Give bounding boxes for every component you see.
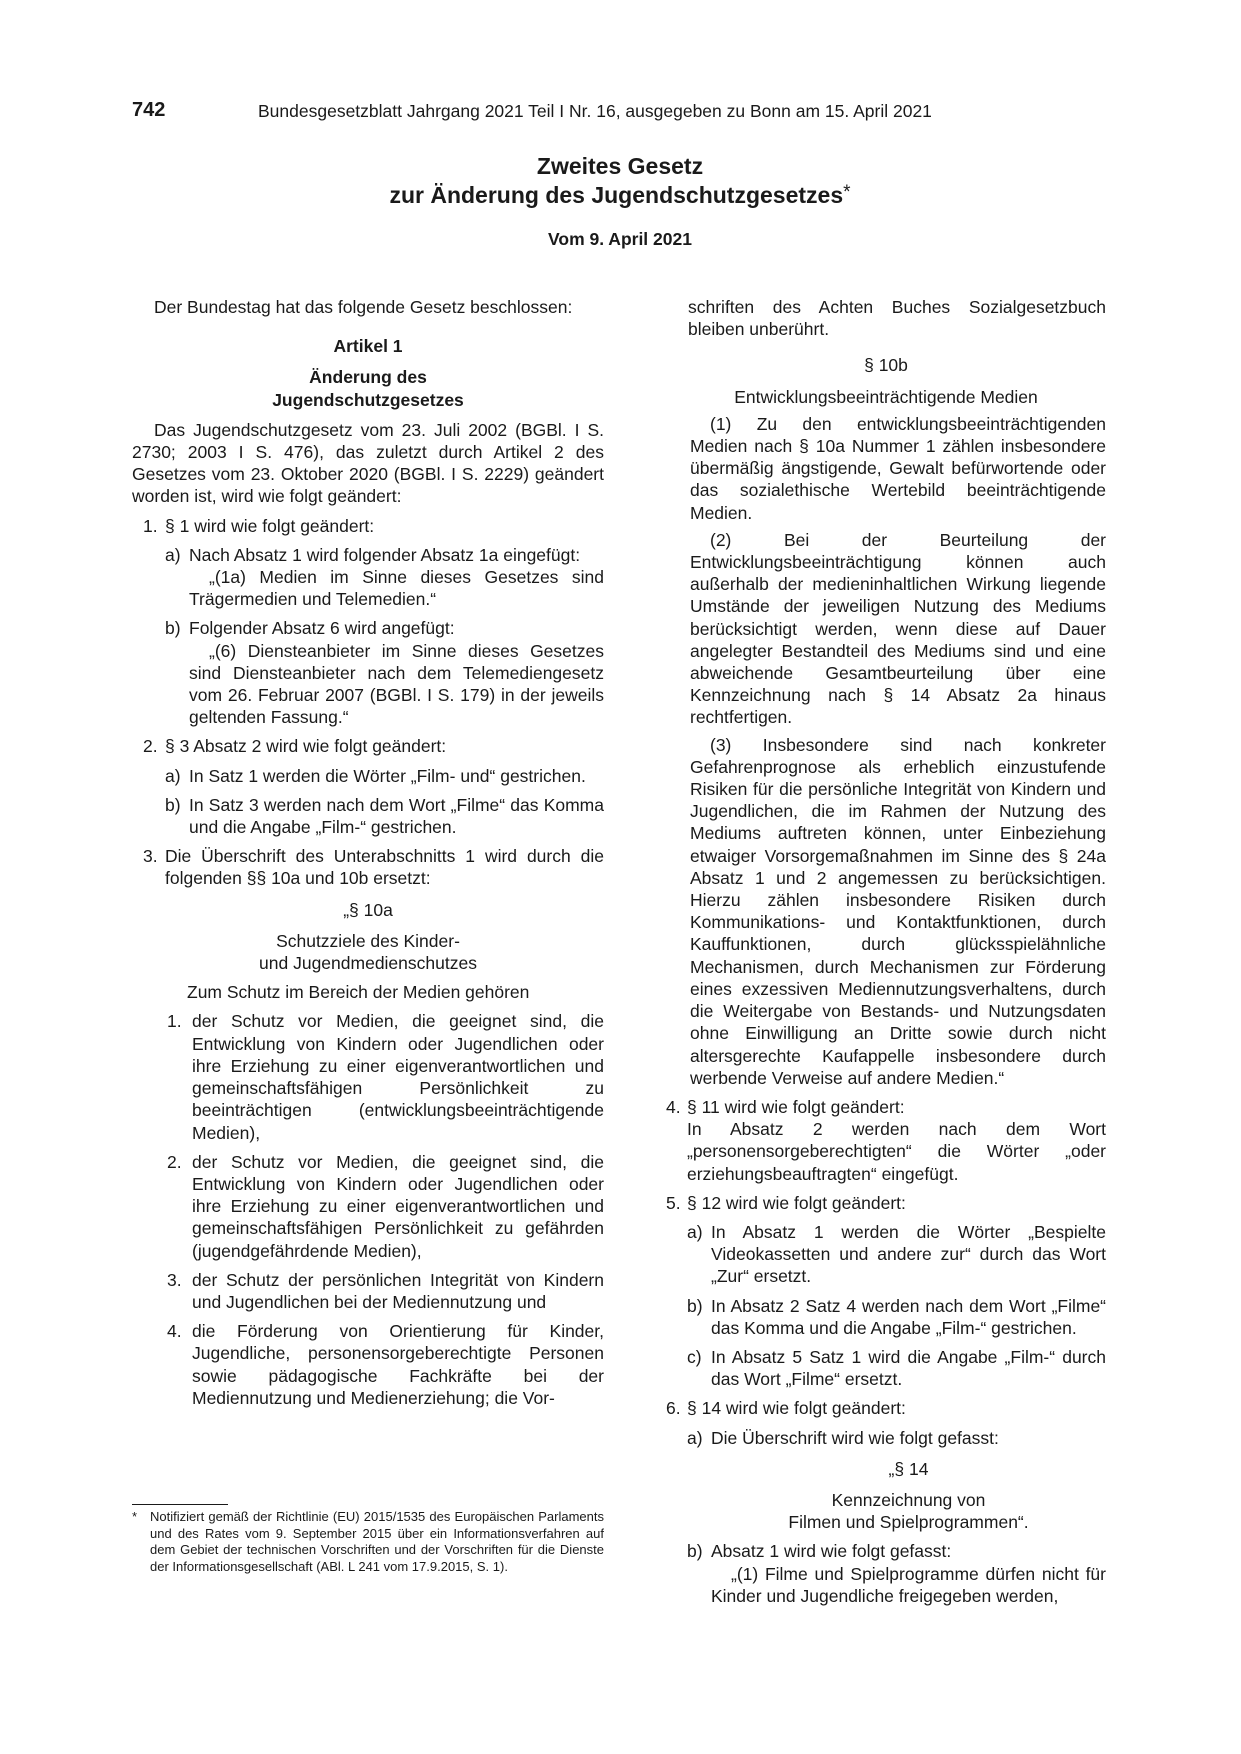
sub-item-text: In Satz 3 werden nach dem Wort „Filme“ das Komma und die Angabe „Film-“ gestrichen. — [189, 794, 604, 838]
sub-item-text: Die Überschrift wird wie folgt gefasst: — [711, 1427, 999, 1448]
sub-item — [132, 765, 604, 787]
sub-item-letter: b) — [165, 618, 181, 639]
section-title-line-1: Schutzziele des Kinder- — [276, 930, 460, 951]
quoted-provision: „(1a) Medien im Sinne dieses Gesetzes sind Trägermedien und Telemedien.“ — [189, 567, 604, 610]
goal-text: die Förderung von Orientierung für Kinder, Jugendliche, personensorgeberechtigte Personen sowie pädagogische Fachkräfte bei der Mediennutzung und Medienerziehung; die Vor- — [192, 1321, 604, 1408]
item-body: In Absatz 2 werden nach dem Wort „personensorgeberechtigten“ die Wörter „oder erziehungsbeauftragten“ eingefügt. — [687, 1119, 1106, 1184]
running-header: Bundesgesetzblatt Jahrgang 2021 Teil I Nr. 16, ausgegeben zu Bonn am 15. April 2021 — [258, 101, 932, 121]
item-number: 1. — [143, 515, 158, 536]
sub-item — [132, 617, 604, 639]
sub-item-text: In Absatz 5 Satz 1 wird die Angabe „Film-“ durch das Wort „Filme“ ersetzt. — [711, 1346, 1106, 1390]
footnote — [132, 1509, 604, 1575]
sub-item-letter: a) — [165, 544, 181, 565]
list-item — [132, 1010, 604, 1143]
goal-text: der Schutz vor Medien, die geeignet sind, die Entwicklung von Kindern oder Jugendlichen oder ihre Erziehung zu einer eigenverantwortlichen und gemeinschaftsfähigen Persönlichkeit zu beeinträchtigen (entwicklungsbeeinträchtigende Medien), — [192, 1011, 604, 1143]
document-title-line-1: Zweites Gesetz — [536, 153, 704, 179]
sub-item-text: In Satz 1 werden die Wörter „Film- und“ gestrichen. — [189, 765, 586, 786]
sub-item — [666, 1221, 1106, 1288]
article-label: Artikel 1 — [333, 336, 403, 357]
sub-item-letter: b) — [165, 794, 181, 815]
sub-item — [666, 1540, 1106, 1562]
paragraph: (2) Bei der Beurteilung der Entwicklungsbeeinträchtigung können auch außerhalb der medieninhaltlichen Wirkung liegende Umstände der jeweiligen Nutzung des Mediums berücksichtigt werden, wenn diese auf Dauer angelegter Bestandteil des Mediums sind und eine abweichende Gesamtbeurteilung über eine Kennzeichnung nach § 14 Absatz 2a hinaus rechtfertigen. — [690, 529, 1106, 728]
list-item — [666, 1397, 1106, 1419]
page-number: 742 — [132, 99, 166, 121]
paragraph: (1) Zu den entwicklungsbeeinträchtigenden Medien nach § 10a Nummer 1 zählen insbesondere übermäßig ängstigende, Gewalt befürwortende oder das sozialethische Wertebild beeinträchtigende Medien. — [690, 413, 1106, 523]
goal-text: der Schutz der persönlichen Integrität von Kindern und Jugendlichen bei der Mediennutzung und — [192, 1269, 604, 1312]
sub-item-letter: a) — [687, 1221, 703, 1242]
goal-number: 3. — [167, 1269, 182, 1290]
goal-number: 4. — [167, 1321, 182, 1342]
document-date: Vom 9. April 2021 — [548, 229, 692, 249]
sub-item-text: In Absatz 2 Satz 4 werden nach dem Wort „Filme“ das Komma und die Angabe „Film-“ gestrichen. — [711, 1295, 1106, 1338]
quoted-provision: „(1) Filme und Spielprogramme dürfen nicht für Kinder und Jugendliche freigegeben werden, — [711, 1563, 1106, 1606]
sub-item — [132, 544, 604, 566]
list-item — [132, 1269, 604, 1313]
section-title: Entwicklungsbeeinträchtigende Medien — [734, 386, 1038, 407]
sub-item-text: In Absatz 1 werden die Wörter „Bespielte Videokassetten und andere zur“ durch das Wort „Zur“ ersetzt. — [711, 1221, 1106, 1287]
list-item — [132, 1151, 604, 1262]
article-title-line-2: Jugendschutzgesetzes — [272, 389, 464, 410]
section-label: § 10b — [864, 355, 908, 376]
article-intro: Das Jugendschutzgesetz vom 23. Juli 2002 (BGBl. I S. 2730; 2003 I S. 476), das zuletzt durch Artikel 2 des Gesetzes vom 23. Oktober 2020 (BGBl. I S. 2229) geändert worden ist, wird wie folgt geändert: — [132, 419, 604, 507]
section-label: „§ 10a — [343, 899, 393, 920]
item-number: 4. — [666, 1096, 681, 1117]
sub-item — [666, 1295, 1106, 1339]
article-title-line-1: Änderung des — [309, 367, 427, 388]
sub-item-letter: b) — [687, 1295, 703, 1316]
continued-text: schriften des Achten Buches Sozialgesetzbuch bleiben unberührt. — [688, 297, 1106, 340]
heading-label: „§ 14 — [888, 1458, 929, 1479]
footnote-divider — [132, 1504, 228, 1505]
sub-item — [132, 794, 604, 838]
paragraph: (3) Insbesondere sind nach konkreter Gefahrenprognose als erheblich einzustufende Risiken für die persönliche Integrität von Kindern und Jugendlichen, die im Rahmen der Nutzung des Mediums auftreten können, unter Einbeziehung etwaiger Vorsorgemaßnahmen im Sinne des § 24a Absatz 1 und 2 angemessen zu berücksichtigen. Hierzu zählen insbesondere Risiken durch Kommunikations- und Kontaktfunktionen, durch Kauffunktionen, durch glücksspielähnliche Mechanismen, durch Mechanismen zur Förderung eines exzessiven Mediennutzungsverhaltens, durch die Weitergabe von Bestands- und Nutzungsdaten ohne Einwilligung an Dritte sowie durch nicht altersgerechte Kaufappelle insbesondere durch werbende Verweise auf andere Medien.“ — [690, 734, 1106, 1088]
sub-item-text: Nach Absatz 1 wird folgender Absatz 1a eingefügt: — [189, 544, 581, 565]
enactment-clause: Der Bundestag hat das folgende Gesetz beschlossen: — [154, 297, 573, 317]
sub-item-letter: c) — [687, 1346, 702, 1367]
item-text: Die Überschrift des Unterabschnitts 1 wird durch die folgenden §§ 10a und 10b ersetzt: — [165, 846, 604, 889]
item-number: 3. — [143, 846, 158, 867]
sub-item-text: Absatz 1 wird wie folgt gefasst: — [711, 1541, 952, 1562]
section-title-line-2: und Jugendmedienschutzes — [259, 953, 477, 974]
heading-title-line-2: Filmen und Spielprogrammen“. — [788, 1512, 1029, 1533]
sub-item-letter: a) — [687, 1427, 703, 1448]
list-item — [132, 515, 604, 537]
document-title-text: zur Änderung des Jugendschutzgesetzes — [389, 182, 844, 208]
document-title-line-2 — [300, 181, 940, 212]
item-text: § 3 Absatz 2 wird wie folgt geändert: — [165, 736, 447, 757]
goal-text: der Schutz vor Medien, die geeignet sind, die Entwicklung von Kindern oder Jugendlichen oder ihre Erziehung zu einer eigenverantwortlichen und gemeinschaftsfähigen Persönlichkeit zu gefährden (jugendgefährdende Medien), — [192, 1151, 604, 1261]
quoted-provision: „(6) Diensteanbieter im Sinne dieses Gesetzes sind Diensteanbieter nach dem Telemediengesetz vom 26. Februar 2007 (BGBl. I S. 179) in der jeweils geltenden Fassung.“ — [189, 640, 604, 728]
item-text: § 12 wird wie folgt geändert: — [687, 1192, 906, 1213]
item-text: § 11 wird wie folgt geändert: — [687, 1096, 905, 1117]
list-item — [132, 845, 604, 889]
item-number: 5. — [666, 1192, 681, 1213]
left-column — [132, 296, 604, 1409]
sub-item-text: Folgender Absatz 6 wird angefügt: — [189, 618, 455, 639]
goal-number: 1. — [167, 1011, 182, 1032]
list-item — [132, 735, 604, 757]
heading-title-line-1: Kennzeichnung von — [831, 1489, 986, 1510]
footnote-mark: * — [132, 1509, 138, 1524]
item-number: 2. — [143, 736, 158, 757]
sub-item — [666, 1427, 1106, 1449]
goal-number: 2. — [167, 1151, 182, 1172]
list-item — [132, 1320, 604, 1409]
item-text: § 1 wird wie folgt geändert: — [165, 515, 375, 536]
sub-item-letter: a) — [165, 765, 181, 786]
sub-item — [666, 1346, 1106, 1390]
footnote-text: Notifiziert gemäß der Richtlinie (EU) 2015/1535 des Europäischen Parlaments und des Rates vom 9. September 2015 über ein Informationsverfahren auf dem Gebiet der technischen Vorschriften und der Vorschriften für die Dienste der Informationsgesellschaft (ABl. L 241 vom 17.9.2015, S. 1). — [150, 1509, 604, 1574]
sub-item-letter: b) — [687, 1541, 703, 1562]
item-number: 6. — [666, 1398, 681, 1419]
section-intro: Zum Schutz im Bereich der Medien gehören — [187, 982, 530, 1003]
right-column — [666, 296, 1106, 1607]
list-item — [666, 1192, 1106, 1214]
list-item — [666, 1096, 1106, 1118]
title-footnote-mark: * — [843, 182, 851, 203]
item-text: § 14 wird wie folgt geändert: — [687, 1398, 906, 1419]
